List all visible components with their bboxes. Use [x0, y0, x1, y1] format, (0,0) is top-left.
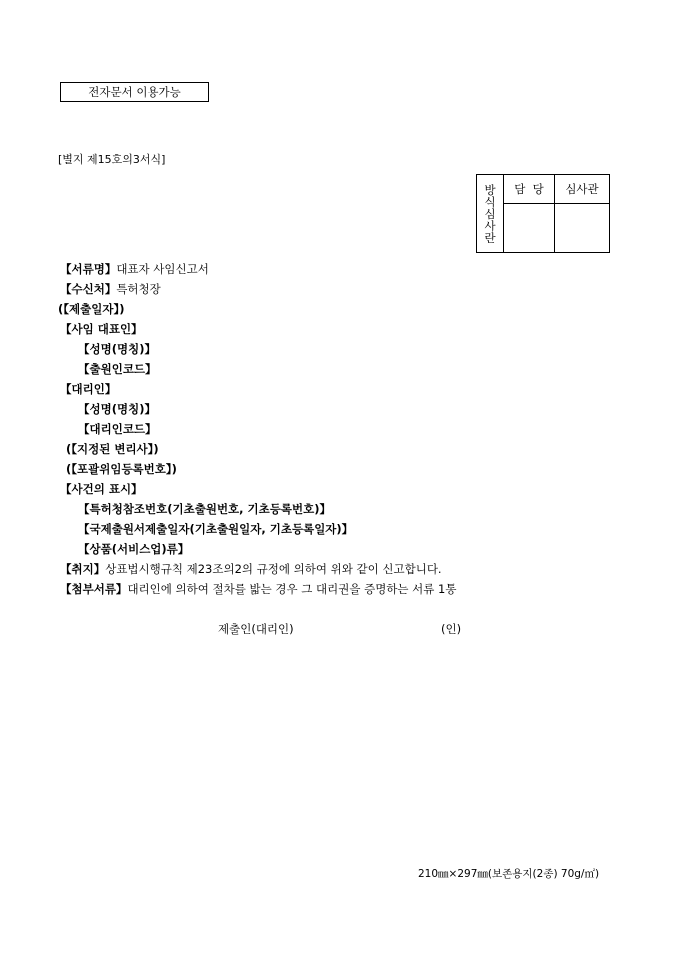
document-name-value: 대표자 사임신고서 [116, 262, 209, 276]
attachments-text: 대리인에 의하여 절차를 밟는 경우 그 대리권을 증명하는 서류 1통 [127, 582, 457, 596]
form-number: [별지 제15호의3서식] [58, 153, 166, 166]
review-label-cell [477, 175, 504, 253]
case-indication-label: 【사건의 표시】 [60, 482, 143, 496]
recipient-label: 【수신처】 [60, 282, 117, 296]
goods-class-label: 【상품(서비스업)류】 [78, 542, 190, 556]
agent-code-label: 【대리인코드】 [78, 422, 157, 436]
submission-date-label: (【제출일자】) [58, 302, 125, 316]
review-label-char: 심 [484, 206, 496, 221]
paper-spec: 210㎜×297㎜(보존용지(2종) 70g/㎡) [418, 868, 600, 880]
document-name-line [60, 262, 209, 276]
purpose-text: 상표법시행규칙 제23조의2의 규정에 의하여 위와 같이 신고합니다. [105, 562, 442, 576]
applicant-signature-label: 제출인(대리인) [218, 622, 294, 636]
review-table [476, 174, 610, 253]
representative-name-label: 【성명(명칭)】 [78, 342, 156, 356]
general-power-number-label: (【포괄위임등록번호】) [66, 462, 177, 476]
recipient-line [60, 282, 161, 296]
in-charge-signature-cell[interactable] [504, 204, 555, 253]
review-label-char: 방 [484, 182, 496, 197]
attachments-label: 【첨부서류】 [60, 582, 128, 596]
review-label-char: 사 [484, 218, 496, 233]
international-filing-date-label: 【국제출원서제출일자(기초출원일자, 기초등록일자)】 [78, 522, 354, 536]
agent-label: 【대리인】 [60, 382, 117, 396]
applicant-code-label: 【출원인코드】 [78, 362, 157, 376]
purpose-line [60, 562, 442, 576]
examiner-signature-cell[interactable] [555, 204, 610, 253]
designated-attorney-label: (【지정된 변리사】) [66, 442, 159, 456]
review-label-char: 란 [484, 230, 496, 245]
column-in-charge: 담 당 [504, 175, 555, 204]
resigning-representative-label: 【사임 대표인】 [60, 322, 143, 336]
column-examiner: 심사관 [555, 175, 610, 204]
kipo-reference-number-label: 【특허청참조번호(기초출원번호, 기초등록번호)】 [78, 502, 331, 516]
attachments-line [60, 582, 457, 596]
electronic-document-label: 전자문서 이용가능 [60, 82, 209, 102]
seal-label: (인) [441, 622, 462, 636]
document-name-label: 【서류명】 [60, 262, 117, 276]
recipient-value: 특허청장 [116, 282, 161, 296]
agent-name-label: 【성명(명칭)】 [78, 402, 156, 416]
purpose-label: 【취지】 [60, 562, 106, 576]
review-label-char: 식 [484, 194, 496, 209]
